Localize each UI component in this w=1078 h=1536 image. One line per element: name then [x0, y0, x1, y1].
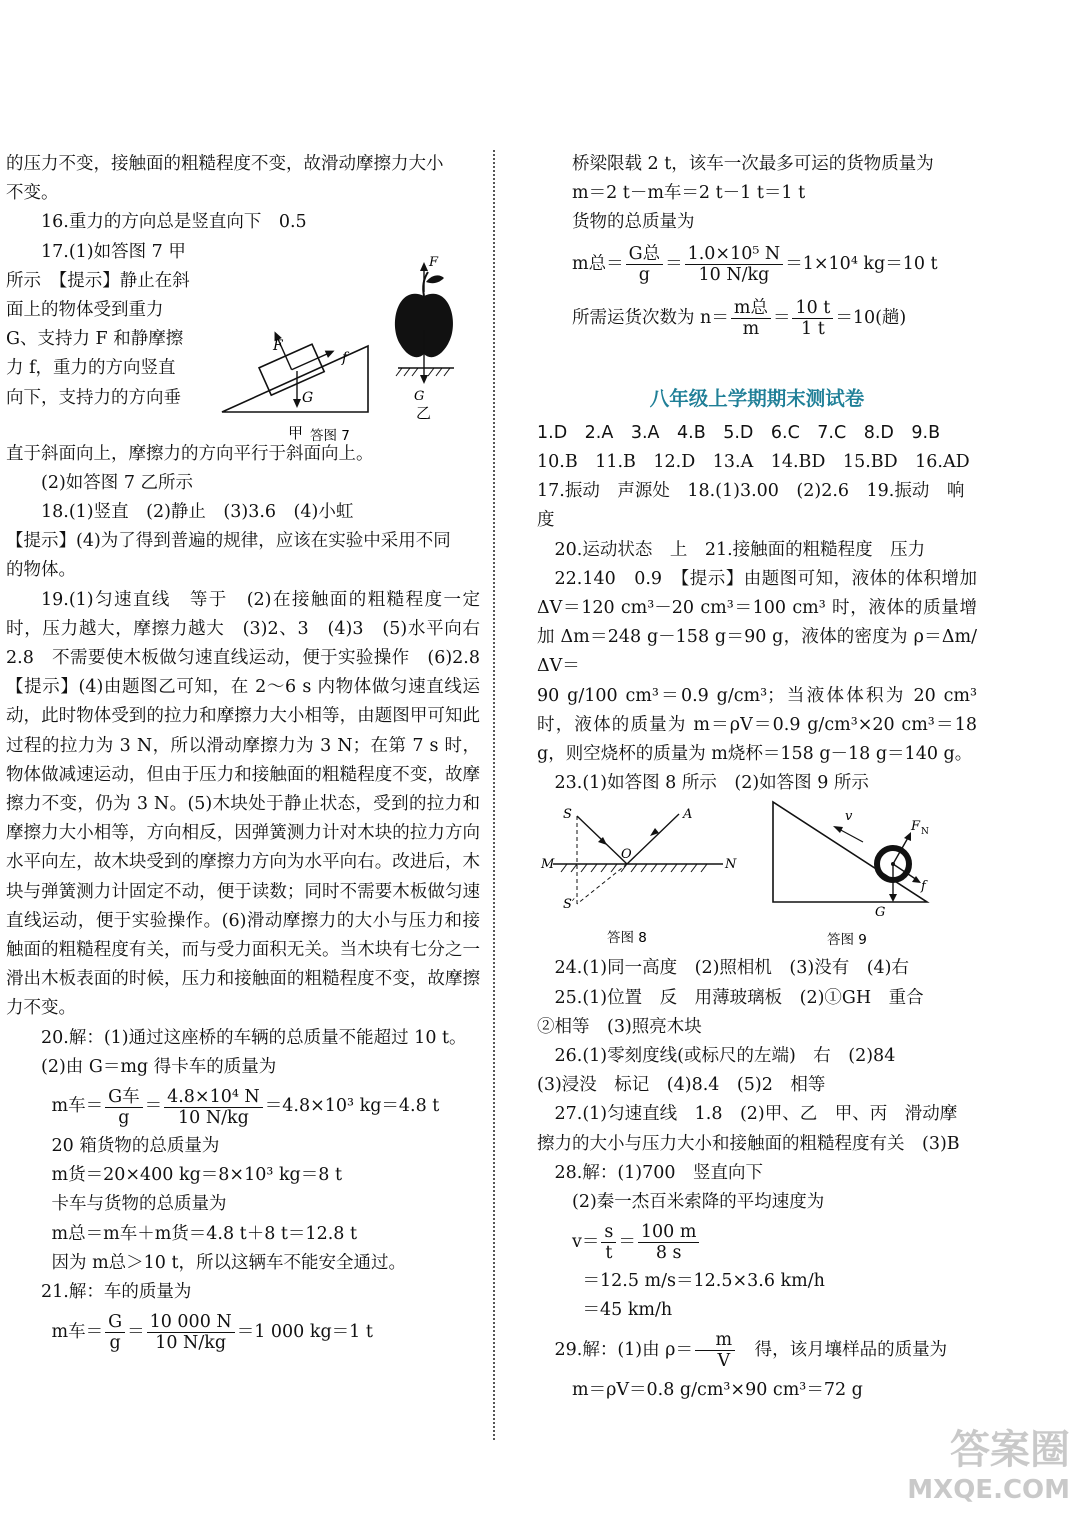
answer-17-line: 17.(1)如答图 7 甲: [41, 241, 186, 262]
label-G: G: [875, 905, 886, 921]
label-f: f: [342, 349, 348, 366]
answer-17-line: 向下，支持力的方向垂: [6, 387, 181, 408]
answer-27: 27.(1)匀速直线 1.8 (2)甲、乙 甲、丙 滑动摩: [554, 1104, 958, 1125]
column-divider: [493, 150, 495, 1440]
answer-23: 23.(1)如答图 8 所示 (2)如答图 9 所示: [554, 773, 869, 794]
equation: m总＝ $\frac{\text{G总}}{g}$ ＝ $\frac{\text{1.0×10⁵ N}}{10 N/kg}$ ＝1×10⁴ kg＝10 t: [572, 244, 938, 286]
text-line: ＝12.5 m/s＝12.5×3.6 km/h: [582, 1271, 825, 1292]
label-jia: 甲: [288, 423, 304, 442]
watermark-logo: [890, 1418, 1070, 1528]
text-line: 桥梁限载 2 t，该车一次最多可运的货物质量为: [572, 154, 934, 174]
answer-29: 29.解：(1)由 ρ＝ $\frac{m}{V}$ 得，该月壤样品的质量为: [554, 1330, 948, 1372]
text-line: 20 箱货物的总质量为: [51, 1136, 220, 1157]
answer-22: 22.140 0.9 【提示】由题图可知，液体的体积增加 ΔV＝120 cm³－20 cm³＝100 cm³ 时，液体的质量增加 Δm＝248 g－158 g＝90 g，液体的密度为 ρ＝Δm/ΔV＝: [537, 568, 977, 677]
answer-24: 24.(1)同一高度 (2)照相机 (3)没有 (4)右: [554, 958, 909, 979]
answer-17-line: (2)如答图 7 乙所示: [41, 472, 194, 493]
equation: v＝ $\frac{s}{t}$ ＝ $\frac{100 m}{8 s}$: [537, 1217, 977, 1267]
text-line: 的压力不变，接触面的粗糙程度不变，故滑动摩擦力大小: [6, 154, 444, 174]
answer-17-block: [6, 238, 480, 440]
text-line: 因为 m总＞10 t，所以这辆车不能安全通过。: [51, 1252, 407, 1273]
label-v: v: [845, 809, 853, 825]
figure-8-caption: 答图 8: [607, 930, 647, 947]
figure-9-caption: 答图 9: [827, 932, 867, 949]
answer-17-line: 直于斜面向上，摩擦力的方向平行于斜面向上。: [6, 443, 374, 464]
label-F-apple: F: [429, 254, 439, 270]
label-F: F: [273, 337, 283, 354]
right-column: [537, 150, 977, 1405]
figure-7-caption: 答图 7: [310, 427, 350, 442]
label-f: f: [921, 879, 926, 895]
answer-18-hint: 【提示】(4)为了得到普遍的规律，应该在实验中采用不同: [6, 531, 451, 552]
answer-27: 擦力的大小与压力大小和接触面的粗糙程度有关 (3)B: [537, 1133, 960, 1154]
answer-22: 90 g/100 cm³＝0.9 g/cm³；当液体体积为 20 cm³ 时，液体的质量为 m＝ρV＝0.9 g/cm³×20 cm³＝18 g，则空烧杯的质量为 m烧杯＝158 g－18 g＝140 g。: [537, 685, 977, 765]
answer-17-line: 面上的物体受到重力: [6, 300, 164, 321]
answer-25: ②相等 (3)照亮木块: [537, 1016, 702, 1037]
answer-20: (2)由 G＝mg 得卡车的质量为: [41, 1056, 277, 1077]
figure-9: [765, 798, 977, 954]
label-FN-sub: N: [921, 827, 929, 838]
answer-17-line: 所示 【提示】静止在斜: [6, 270, 190, 291]
text-line: m总＝m车＋m货＝4.8 t＋8 t＝12.8 t: [51, 1223, 357, 1244]
answer-19: 19.(1)匀速直线 等于 (2)在接触面的粗糙程度一定时，压力越大，摩擦力越大 (3)2、3 (4)3 (5)水平向右 2.8 不需要使木板做匀速直线运动，便于实验操作 (6)2.8 【提示】(4)由题图乙可知，在 2～6 s 内物体做匀速直线运动，此时物体受到的拉力和摩擦力大小相等，由题图甲可知此过程的拉力为 3 N，所以滑动摩擦力为 3 N；在第 7 s 时，物体做减速运动，但由于压力和接触面的粗糙程度不变，故摩擦力不变，仍为 3 N。(5)木块处于静止状态，受到的拉力和摩擦力大小相等，方向相反，因弹簧测力计对木块的拉力方向水平向左，故木块受到的摩擦力方向为水平向右。改进后，木块与弹簧测力计固定不动，便于读数；同时不需要木板做匀速直线运动，便于实验操作。(6)滑动摩擦力的大小与压力和接触面的粗糙程度有关，而与受力面积无关。当木块有七分之一滑出木板表面的时候，压力和接触面的粗糙程度不变，故摩擦力不变。: [6, 589, 498, 1019]
equation: m车＝ $\frac{G}{g}$ ＝ $\frac{10 000 N}{10 N/kg}$ ＝1 000 kg＝1 t: [51, 1311, 373, 1353]
section-title: 八年级上学期期末测试卷: [649, 386, 865, 410]
label-S-prime: S′: [563, 897, 575, 913]
label-FN: F: [911, 819, 921, 835]
answer-row: 10.B 11.B 12.D 13.A 14.BD 15.BD 16.AD: [537, 452, 970, 473]
label-O: O: [621, 847, 632, 863]
label-yi: 乙: [416, 403, 432, 422]
answer-18: 18.(1)竖直 (2)静止 (3)3.6 (4)小虹: [41, 502, 354, 523]
answer-17-line: 力 f，重力的方向竖直: [6, 358, 176, 379]
text-line: m货＝20×400 kg＝8×10³ kg＝8 t: [51, 1165, 342, 1186]
answer-16: 16.重力的方向总是竖直向下 0.5: [41, 212, 307, 233]
text-line: m＝2 t－m车＝2 t－1 t＝1 t: [572, 183, 806, 204]
answer-row: 1.D 2.A 3.A 4.B 5.D 6.C 7.C 8.D 9.B: [537, 422, 941, 443]
text-line: m＝ρV＝0.8 g/cm³×90 cm³＝72 g: [572, 1379, 863, 1400]
label-M: M: [541, 857, 555, 873]
figure-8: [537, 804, 737, 952]
answer-17-line: G、支持力 F 和静摩擦: [6, 329, 184, 350]
answer-20: 20.解：(1)通过这座桥的车辆的总质量不能超过 10 t。: [41, 1027, 467, 1048]
answer-28: (2)秦一杰百米索降的平均速度为: [572, 1192, 825, 1213]
equation: m车＝ $\frac{\text{G车}}{g}$ ＝ $\frac{\text{4.8×10⁴ N}}{10 N/kg}$ ＝4.8×10³ kg＝4.8 t: [51, 1086, 440, 1128]
figure-7: [218, 234, 480, 442]
text-line: 不变。: [6, 183, 59, 204]
answer-28: 28.解：(1)700 竖直向下: [554, 1162, 764, 1183]
text-line: 卡车与货物的总质量为: [51, 1194, 227, 1215]
watermark-text: 答案圈: [950, 1427, 1070, 1473]
answer-26: (3)浸没 标记 (4)8.4 (5)2 相等: [537, 1075, 826, 1096]
text-line: ＝45 km/h: [582, 1300, 673, 1321]
answer-18-hint: 的物体。: [6, 560, 76, 581]
answer-25: 25.(1)位置 反 用薄玻璃板 (2)①GH 重合: [554, 987, 924, 1008]
answer-row: 17.振动 声源处 18.(1)3.00 (2)2.6 19.振动 响度: [537, 481, 965, 531]
left-column: [6, 150, 498, 1357]
label-G-apple: G: [414, 388, 425, 404]
watermark-url: MXQE.COM: [907, 1475, 1070, 1505]
label-S: S: [563, 807, 572, 823]
answer-26: 26.(1)零刻度线(或标尺的左端) 右 (2)84: [554, 1046, 896, 1067]
label-A: A: [683, 807, 693, 823]
label-G: G: [302, 389, 314, 406]
text-line: 货物的总质量为: [572, 212, 695, 233]
figures-8-9: [537, 798, 977, 954]
label-N: N: [725, 857, 737, 873]
answer-row: 20.运动状态 上 21.接触面的粗糙程度 压力: [554, 539, 926, 560]
equation: 所需运货次数为 n＝ $\frac{\text{m总}}{m}$ ＝ $\frac{10 t}{1 t}$ ＝10(趟): [572, 298, 907, 340]
answer-21: 21.解：车的质量为: [41, 1282, 192, 1303]
